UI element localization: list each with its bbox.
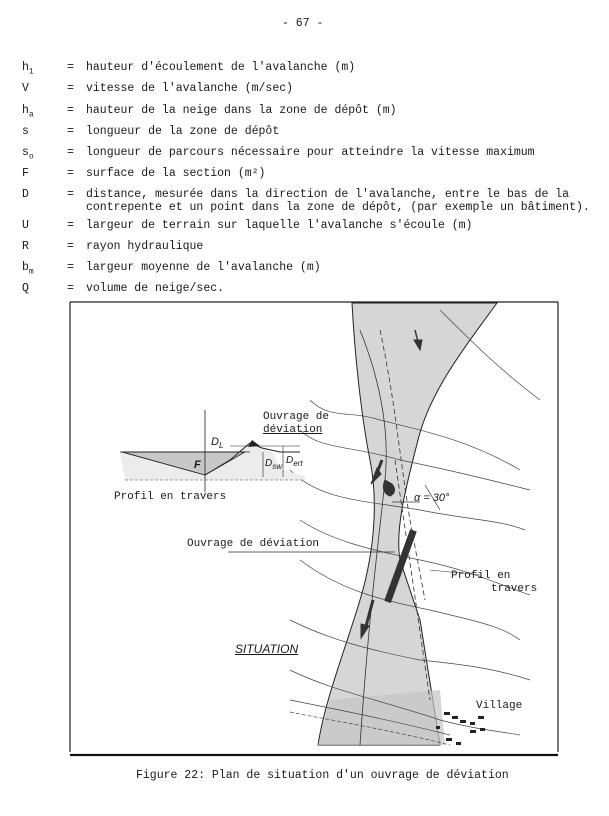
equals-sign: = — [67, 282, 74, 295]
equals-sign: = — [67, 240, 74, 253]
dl-symbol: D — [211, 436, 219, 448]
symbol-letter: Q — [22, 282, 29, 295]
symbol-subscript: o — [28, 152, 34, 162]
equals-sign: = — [67, 261, 74, 274]
symbol-letter: b — [22, 261, 29, 274]
avalanche-path — [318, 303, 497, 745]
symbol-subscript: a — [28, 110, 34, 120]
label-deviation-top: déviation — [263, 424, 323, 436]
label-situation: SITUATION — [235, 642, 299, 656]
symbol-letter: V — [22, 82, 29, 95]
definition-text-continued: contrepente et un point dans la zone de dépôt, (par exemple un bâtiment). — [86, 201, 590, 214]
dsw-symbol: D — [265, 458, 273, 469]
symbol-letter: F — [22, 167, 29, 180]
label-village: Village — [476, 700, 523, 712]
definition-text: surface de la section (m²) — [86, 167, 266, 180]
symbol-subscript: m — [28, 267, 34, 277]
label-profil-en-travers-right-2: travers — [491, 583, 538, 595]
definition-text: longueur de parcours nécessaire pour atteindre la vitesse maximum — [86, 146, 535, 159]
symbol-letter: h — [22, 61, 29, 74]
label-alpha-angle: α = 30° — [414, 492, 450, 504]
equals-sign: = — [67, 104, 74, 117]
definition-text: vitesse de l'avalanche (m/sec) — [86, 82, 294, 95]
label-ouvrage-de-deviation-mid: Ouvrage de déviation — [187, 538, 320, 550]
symbol-subscript: 1 — [28, 67, 34, 77]
symbol-letter: h — [22, 104, 29, 117]
definition-text: volume de neige/sec. — [86, 282, 225, 295]
definition-text: hauteur de la neige dans la zone de dépôt (m) — [86, 104, 397, 117]
dsw-subscript: sw — [272, 462, 283, 471]
dl-subscript: L — [218, 441, 224, 451]
definition-text: largeur de terrain sur laquelle l'avalanche s'écoule (m) — [86, 219, 473, 232]
dert-symbol: D — [286, 455, 294, 466]
label-ouvrage-de-deviation-top: Ouvrage de — [263, 411, 330, 423]
dert-subscript: ert — [293, 459, 303, 468]
symbol-letter: R — [22, 240, 29, 253]
definition-text: longueur de la zone de dépôt — [86, 125, 280, 138]
equals-sign: = — [67, 188, 74, 201]
label-profil-en-travers-left: Profil en travers — [114, 491, 227, 503]
definition-text: rayon hydraulique — [86, 240, 204, 253]
equals-sign: = — [67, 61, 74, 74]
label-profil-en-travers-right-1: Profil en — [451, 570, 511, 582]
equals-sign: = — [67, 125, 74, 138]
equals-sign: = — [67, 167, 74, 180]
equals-sign: = — [67, 219, 74, 232]
symbol-letter: s — [22, 146, 29, 159]
label-dsw — [265, 458, 282, 471]
equals-sign: = — [67, 82, 74, 95]
definition-text: distance, mesurée dans la direction de l'avalanche, entre le bas de la — [86, 188, 570, 201]
definition-text: largeur moyenne de l'avalanche (m) — [86, 261, 321, 274]
equals-sign: = — [67, 146, 74, 159]
symbol-letter: s — [22, 125, 29, 138]
figure-caption: Figure 22: Plan de situation d'un ouvrage de déviation — [136, 769, 509, 782]
symbol-letter: U — [22, 219, 29, 232]
label-dl — [211, 436, 223, 450]
page-number: - 67 - — [282, 17, 324, 30]
label-f: F — [194, 459, 201, 471]
definition-text: hauteur d'écoulement de l'avalanche (m) — [86, 61, 356, 74]
symbol-letter: D — [22, 188, 29, 201]
label-dert — [286, 455, 303, 468]
